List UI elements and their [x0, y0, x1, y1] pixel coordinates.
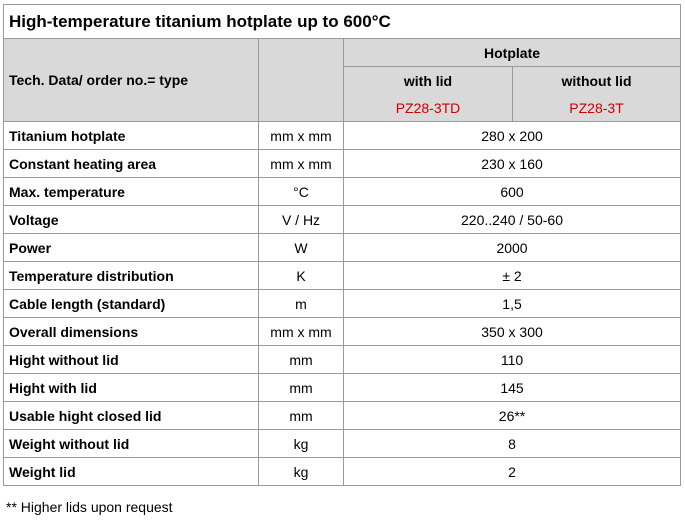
row-name: Cable length (standard) [4, 290, 259, 318]
unit-header [259, 39, 344, 122]
row-value: 230 x 160 [344, 150, 681, 178]
header-row-group [4, 39, 681, 67]
row-unit: W [259, 234, 344, 262]
row-name: Constant heating area [4, 150, 259, 178]
row-unit: mm [259, 402, 344, 430]
row-name: Temperature distribution [4, 262, 259, 290]
row-unit: mm [259, 346, 344, 374]
row-unit: mm x mm [259, 122, 344, 150]
row-unit: V / Hz [259, 206, 344, 234]
row-unit: m [259, 290, 344, 318]
row-value: 145 [344, 374, 681, 402]
table-row [4, 290, 681, 318]
row-value: 280 x 200 [344, 122, 681, 150]
row-value: 2 [344, 458, 681, 486]
table-row [4, 234, 681, 262]
row-value: 2000 [344, 234, 681, 262]
row-value: 350 x 300 [344, 318, 681, 346]
row-value: 110 [344, 346, 681, 374]
footnote: ** Higher lids upon request [6, 499, 173, 515]
row-name: Voltage [4, 206, 259, 234]
row-name: Power [4, 234, 259, 262]
variant-with-lid-name: with lid [344, 67, 513, 95]
row-name: Hight without lid [4, 346, 259, 374]
variant-without-lid-name: without lid [513, 67, 681, 95]
table-row [4, 178, 681, 206]
row-unit: kg [259, 430, 344, 458]
row-value: 26** [344, 402, 681, 430]
variant-without-lid-code: PZ28-3T [513, 94, 681, 122]
spec-table-container [3, 4, 680, 486]
table-row [4, 122, 681, 150]
row-unit: mm x mm [259, 318, 344, 346]
table-title: High-temperature titanium hotplate up to 600°C [4, 5, 681, 39]
row-name: Titanium hotplate [4, 122, 259, 150]
table-row [4, 458, 681, 486]
row-name: Hight with lid [4, 374, 259, 402]
type-label: Tech. Data/ order no.= type [4, 39, 259, 122]
row-value: 1,5 [344, 290, 681, 318]
table-row [4, 318, 681, 346]
row-name: Max. temperature [4, 178, 259, 206]
row-value: 220..240 / 50-60 [344, 206, 681, 234]
table-row [4, 262, 681, 290]
row-value: 600 [344, 178, 681, 206]
row-name: Weight without lid [4, 430, 259, 458]
spec-table [3, 4, 681, 486]
table-row [4, 346, 681, 374]
row-unit: K [259, 262, 344, 290]
row-name: Usable hight closed lid [4, 402, 259, 430]
row-unit: mm [259, 374, 344, 402]
row-value: ± 2 [344, 262, 681, 290]
table-row [4, 430, 681, 458]
row-name: Overall dimensions [4, 318, 259, 346]
row-value: 8 [344, 430, 681, 458]
row-unit: °C [259, 178, 344, 206]
table-row [4, 206, 681, 234]
row-unit: kg [259, 458, 344, 486]
table-row [4, 150, 681, 178]
hotplate-group-label: Hotplate [344, 39, 681, 67]
row-unit: mm x mm [259, 150, 344, 178]
variant-with-lid-code: PZ28-3TD [344, 94, 513, 122]
table-row [4, 374, 681, 402]
row-name: Weight lid [4, 458, 259, 486]
title-row [4, 5, 681, 39]
table-row [4, 402, 681, 430]
